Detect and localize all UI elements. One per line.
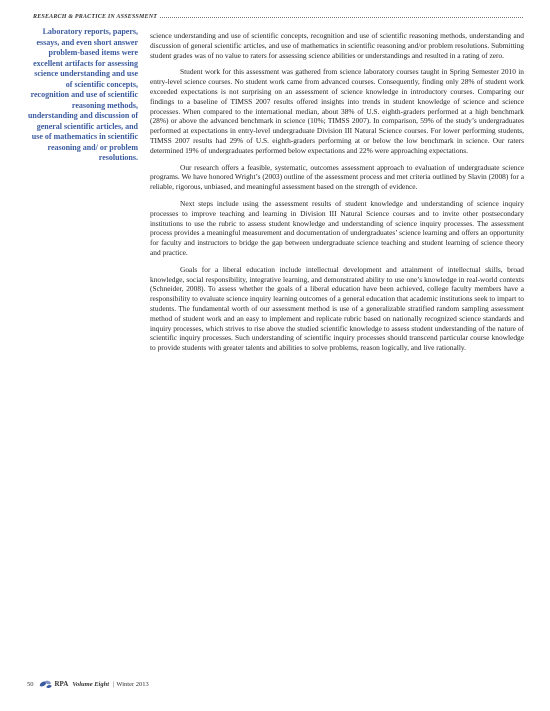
- page-number: 50: [27, 680, 34, 688]
- page-footer: [27, 679, 149, 689]
- paragraph: Next steps include using the assessment results of student knowledge and understanding of science inquiry processes to improve teaching and learning in Division III Natural Science courses and to invite other postsecondary institutions to use the rubric to assess student knowledge and understanding of science inquiry processes. The assessment process provides a meaningful measurement and documentation of undergraduates’ science learning and offers an opportunity for faculty and instructors to bridge the gap between undergraduate science teaching and student learning of science theory and practice.: [150, 198, 524, 257]
- logo-text: RPA: [54, 680, 69, 688]
- paragraph: science understanding and use of scientific concepts, recognition and use of scientific reasoning methods, understanding and discussion of general scientific articles, and use of mathematics in scientific reasoning and/or problem resolutions. Submitting student grades was of no value to raters for assessing science abilities or understandings and resulted in a rating of zero.: [150, 31, 524, 60]
- volume-label: Volume Eight: [72, 680, 110, 688]
- leaf-icon: [39, 679, 53, 689]
- footer-separator: |: [113, 680, 115, 688]
- article-body: [150, 31, 524, 360]
- paragraph: Goals for a liberal education include intellectual development and attainment of intellectual skills, broad knowledge, social responsibility, integrative learning, and demonstrated ability to use one’s knowledge in real-world contexts (Schneider, 2008). To assess whether the goals of a liberal education have been achieved, college faculty members have a responsibility to evaluate science inquiry learning outcomes of a general education that academic institutions seek to impart to students. The fundamental worth of our assessment method is use of a generalizable stratified random sampling assessment method of student work and an easy to implement and replicate rubric based on nationally recognized science standards and inquiry processes, which strives to rise above the studied scientific knowledge to assess student understanding of the nature of scientific inquiry processes. Such understanding of scientific inquiry processes should transcend particular course knowledge to provide students with greater talents and abilities to solve problems, reason logically, and live rationally.: [150, 264, 524, 353]
- rpa-logo: [39, 679, 69, 689]
- running-header: [33, 14, 523, 20]
- paragraph: Student work for this assessment was gathered from science laboratory courses taught in Spring Semester 2010 in entry-level science courses. No student work came from advanced courses. Consequently, finding only 28% of student work exceeded expectations is not surprising on an assessment of science knowledge in introductory courses. Comparing our findings to a baseline of TIMSS 2007 results offered insights into trends in student knowledge of science and science processes. When compared to the international median, about 38% of U.S. eighth-graders performed at a high benchmark (28%) or above the advanced benchmark in science (10%; TIMSS 2007). In comparison, 59% of the study’s undergraduates performed at expectations in entry-level undergraduate Division III Natural Science courses. For lower performing students, TIMSS 2007 results had 29% of U.S. eighth-graders performing at or below the low benchmark in science. Our raters determined 19% of undergraduates performed below expectations and 22% were approaching expectations.: [150, 67, 524, 155]
- issue-label: Winter 2013: [116, 680, 149, 688]
- paragraph: Our research offers a feasible, systematic, outcomes assessment approach to evaluation of undergraduate science programs. We have honored Wright’s (2003) outline of the assessment process and met criteria outlined by Slavin (2008) for a reliable, rigorous, unbiased, and meaningful assessment based on the strength of evidence.: [150, 162, 524, 192]
- header-dotted-rule: [160, 17, 523, 18]
- pull-quote: Laboratory reports, papers, essays, and even short answer problem-based items were excellent artifacts for assessing science understanding and use of scientific concepts, recognition and use of scientific reasoning methods, understanding and discussion of general scientific articles, and use of mathematics in scientific reasoning and/ or problem resolutions.: [27, 27, 138, 162]
- journal-title: RESEARCH & PRACTICE IN ASSESSMENT: [33, 14, 158, 20]
